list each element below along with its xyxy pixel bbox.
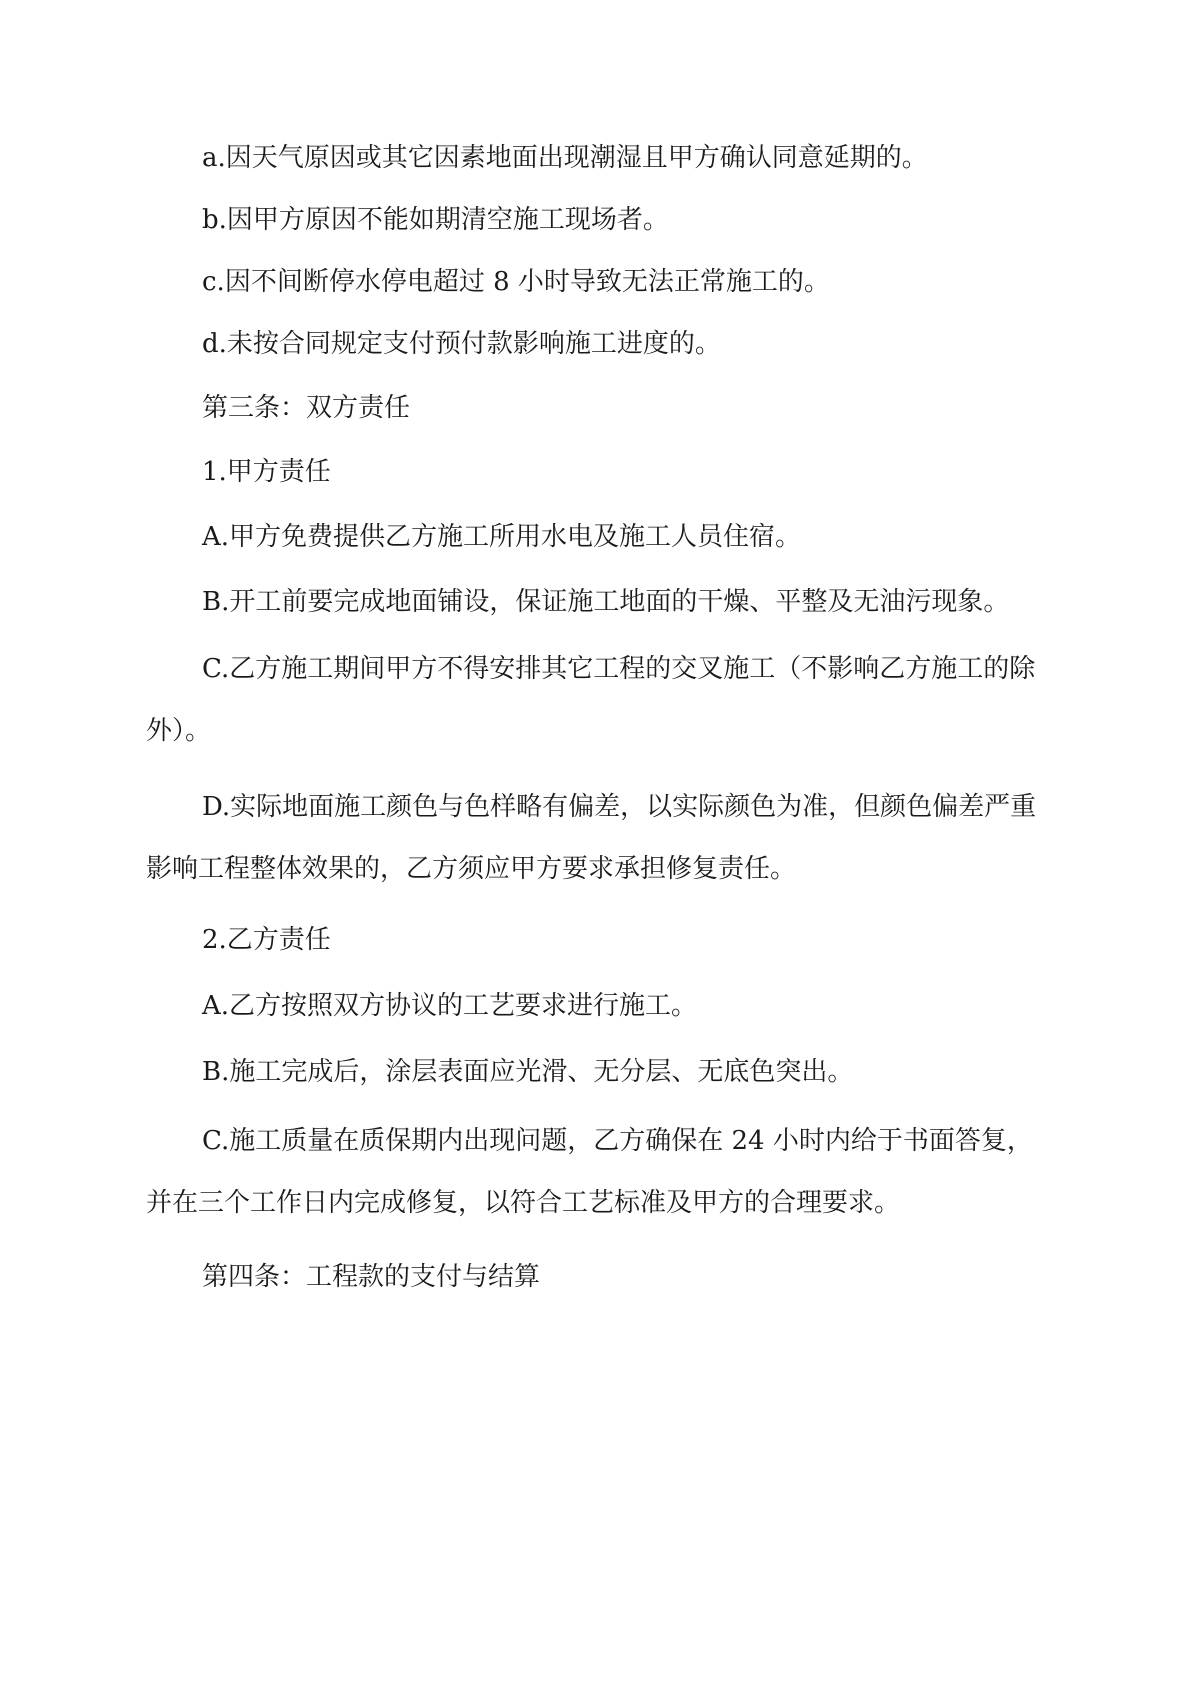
party-a-item-c: C.乙方施工期间甲方不得安排其它工程的交叉施工（不影响乙方施工的除外）。 (146, 654, 1036, 746)
party-b-item-c: C.施工质量在质保期内出现问题，乙方确保在 24 小时内给于书面答复，并在三个工作日内完成修复，以符合工艺标准及甲方的合理要求。 (146, 1126, 1033, 1218)
party-a-item-b: B.开工前要完成地面铺设，保证施工地面的干燥、平整及无油污现象。 (202, 587, 1010, 617)
clause-item-b: b.因甲方原因不能如期清空施工现场者。 (202, 205, 669, 235)
clause-item-d: d.未按合同规定支付预付款影响施工进度的。 (202, 329, 721, 359)
subheading-party-a-responsibility: 1.甲方责任 (202, 457, 331, 487)
clause-item-c: c.因不间断停水停电超过 8 小时导致无法正常施工的。 (202, 267, 830, 297)
party-b-item-b: B.施工完成后，涂层表面应光滑、无分层、无底色突出。 (202, 1057, 854, 1087)
clause-item-a: a.因天气原因或其它因素地面出现潮湿且甲方确认同意延期的。 (202, 143, 928, 173)
party-a-item-a: A.甲方免费提供乙方施工所用水电及施工人员住宿。 (202, 522, 802, 552)
party-b-item-a: A.乙方按照双方协议的工艺要求进行施工。 (202, 991, 698, 1021)
section-heading-article-3: 第三条：双方责任 (202, 393, 411, 423)
section-heading-article-4: 第四条：工程款的支付与结算 (202, 1262, 541, 1292)
subheading-party-b-responsibility: 2.乙方责任 (202, 925, 331, 955)
party-a-item-d: D.实际地面施工颜色与色样略有偏差，以实际颜色为准，但颜色偏差严重影响工程整体效果的，乙方须应甲方要求承担修复责任。 (146, 792, 1037, 884)
